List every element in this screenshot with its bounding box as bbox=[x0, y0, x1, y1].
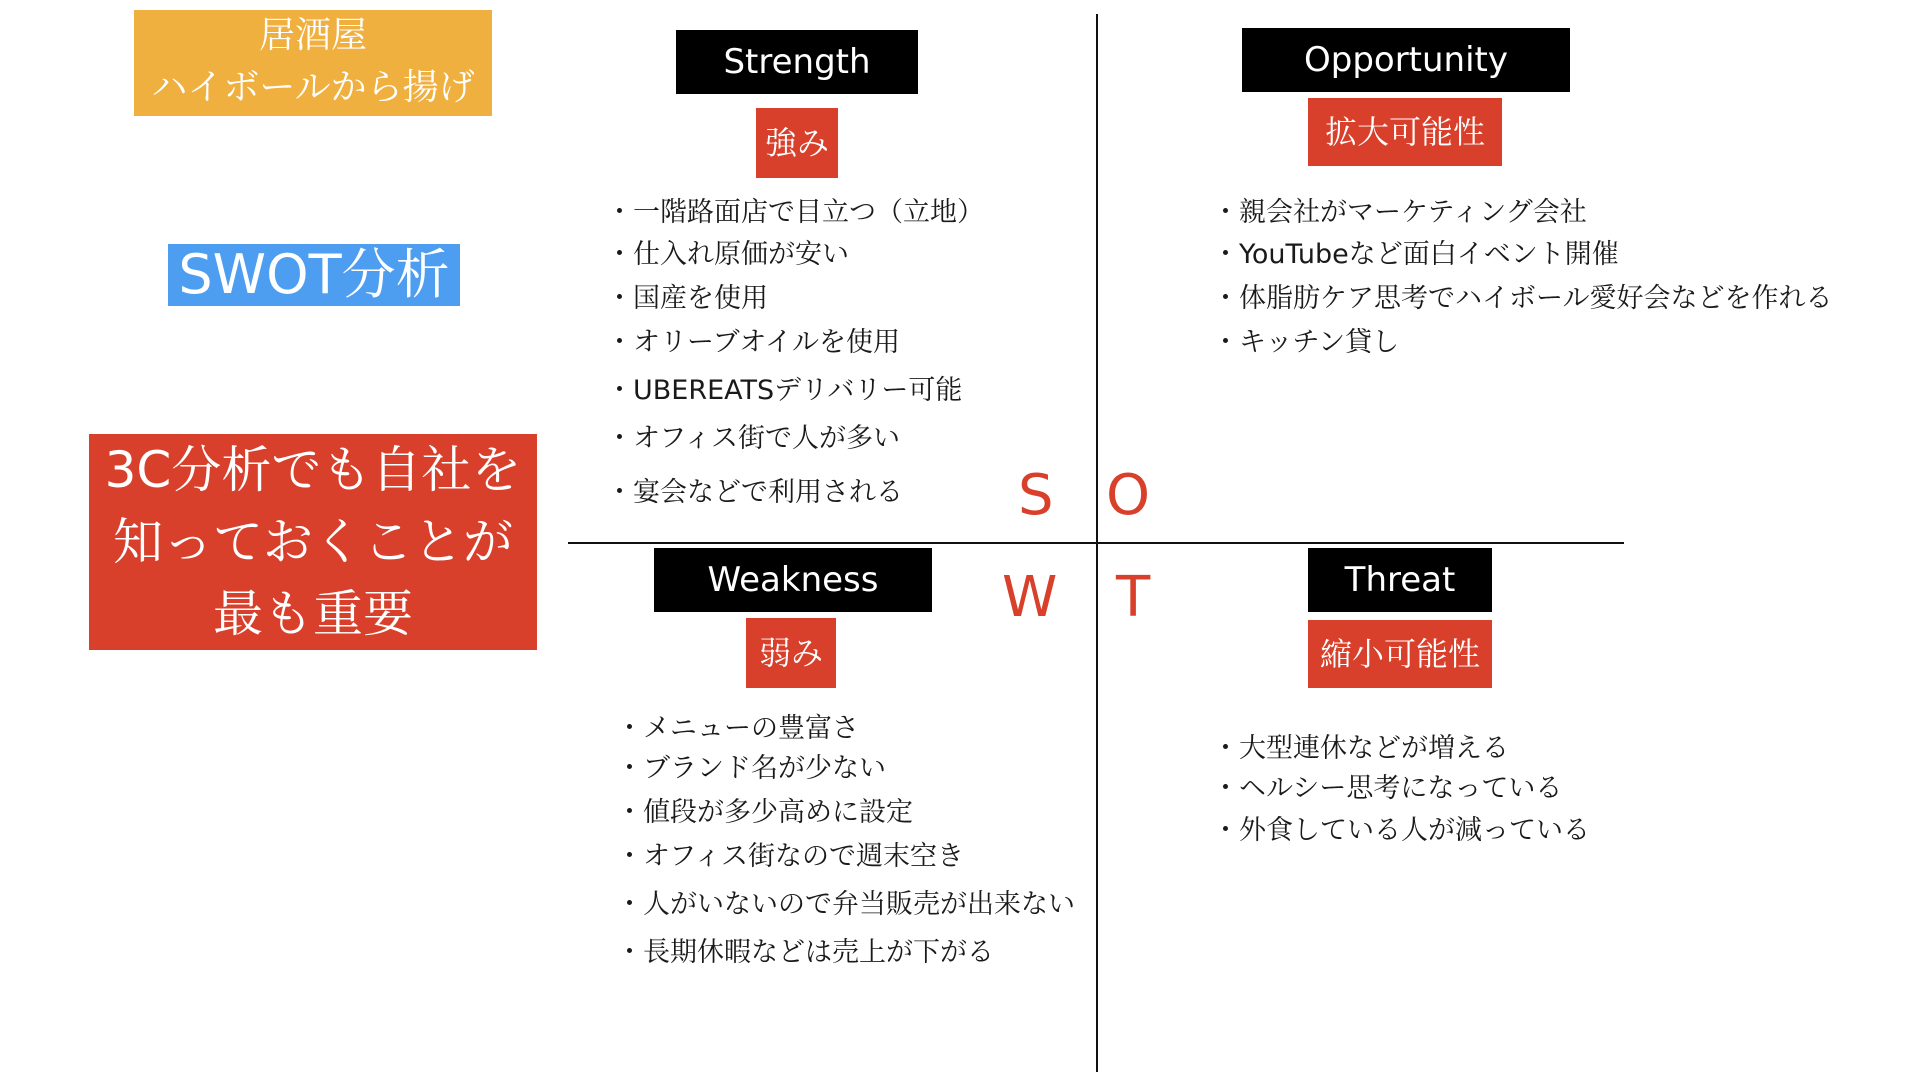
note-box bbox=[89, 434, 537, 650]
opportunity-item: ・YouTubeなど面白イベント開催 bbox=[1212, 239, 1619, 270]
threat-item: ・ヘルシー思考になっている bbox=[1212, 773, 1563, 804]
strength-item: ・国産を使用 bbox=[606, 283, 768, 314]
letter-o: O bbox=[1106, 463, 1151, 528]
threat-item: ・大型連休などが増える bbox=[1212, 733, 1509, 764]
strength-subheader: 強み bbox=[756, 108, 838, 178]
weakness-item: ・値段が多少高めに設定 bbox=[616, 797, 913, 828]
weakness-item: ・メニューの豊富さ bbox=[616, 713, 859, 744]
opportunity-item: ・親会社がマーケティング会社 bbox=[1212, 197, 1587, 228]
strength-item: ・オフィス街で人が多い bbox=[606, 423, 901, 454]
weakness-item: ・長期休暇などは売上が下がる bbox=[616, 937, 994, 968]
threat-item: ・外食している人が減っている bbox=[1212, 815, 1590, 846]
swot-label: SWOT分析 bbox=[168, 244, 460, 306]
opportunity-item: ・キッチン貸し bbox=[1212, 327, 1400, 358]
strength-item: ・仕入れ原価が安い bbox=[606, 239, 849, 270]
strength-item: ・オリーブオイルを使用 bbox=[606, 327, 901, 358]
weakness-item: ・オフィス街なので週末空き bbox=[616, 841, 965, 872]
letter-w: W bbox=[1002, 565, 1058, 630]
weakness-item: ・人がいないので弁当販売が出来ない bbox=[616, 889, 1075, 920]
weakness-header: Weakness bbox=[654, 548, 932, 612]
letter-t: T bbox=[1116, 565, 1151, 630]
opportunity-header: Opportunity bbox=[1242, 28, 1570, 92]
note-line-2: 知っておくことが bbox=[113, 513, 513, 571]
threat-subheader: 縮小可能性 bbox=[1308, 620, 1492, 688]
letter-s: S bbox=[1018, 463, 1054, 528]
weakness-subheader: 弱み bbox=[746, 618, 836, 688]
note-line-1: 3C分析でも自社を bbox=[104, 441, 522, 499]
strength-item: ・一階路面店で目立つ（立地） bbox=[606, 197, 984, 228]
strength-item: ・宴会などで利用される bbox=[606, 477, 903, 508]
weakness-item: ・ブランド名が少ない bbox=[616, 753, 886, 784]
threat-header: Threat bbox=[1308, 548, 1492, 612]
strength-item: ・UBEREATSデリバリー可能 bbox=[606, 375, 963, 406]
strength-header: Strength bbox=[676, 30, 918, 94]
horizontal-axis-line bbox=[568, 542, 1624, 544]
title-box bbox=[134, 10, 492, 116]
title-line-1: 居酒屋 bbox=[258, 15, 367, 56]
opportunity-item: ・体脂肪ケア思考でハイボール愛好会などを作れる bbox=[1212, 283, 1833, 314]
title-line-2: ハイボールから揚げ bbox=[151, 67, 475, 108]
opportunity-subheader: 拡大可能性 bbox=[1308, 98, 1502, 166]
note-line-3: 最も重要 bbox=[213, 585, 413, 643]
